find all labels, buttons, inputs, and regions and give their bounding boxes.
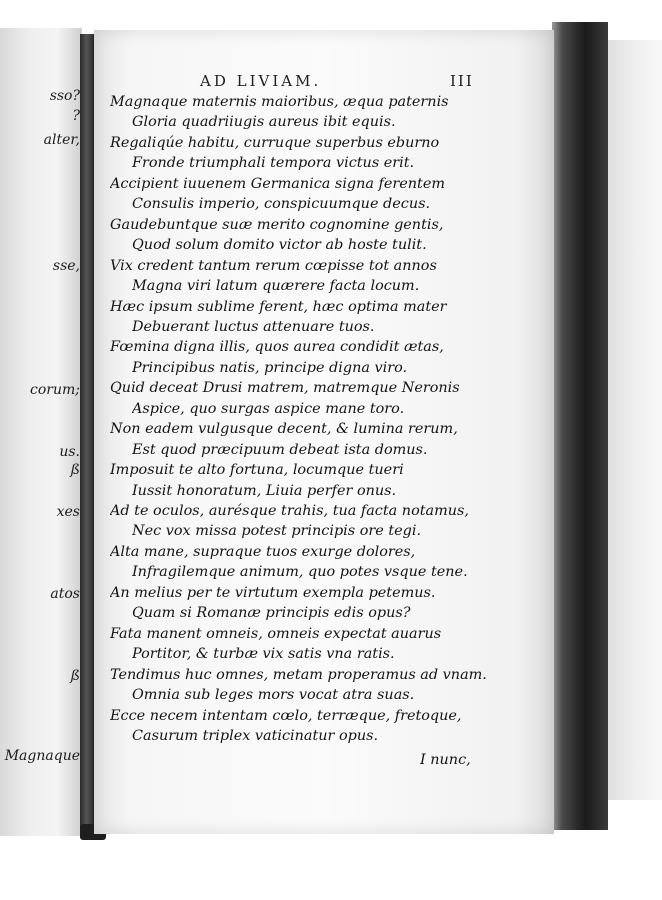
page-edge xyxy=(552,22,608,830)
verse-line: Portitor, & turbæ vix satis vna ratis. xyxy=(132,646,395,663)
verse-line: Est quod præcipuum debeat ista domus. xyxy=(132,441,428,458)
left-page-fragment: us. xyxy=(59,444,80,460)
verse-line: Alta mane, supraque tuos exurge dolores, xyxy=(110,543,416,560)
verse-line: Iussit honoratum, Liuia perfer onus. xyxy=(132,482,397,499)
running-head: AD LIVIAM. xyxy=(200,72,322,90)
verse-line: Consulis imperio, conspicuumque decus. xyxy=(132,196,431,213)
verse-line: Vix credent tantum rerum cœpisse tot annos xyxy=(110,257,437,274)
left-page-fragment: Magnaque xyxy=(4,748,80,764)
verse-line: Quam si Romanæ principis edis opus? xyxy=(132,605,411,622)
left-page-fragment: ß xyxy=(70,668,80,684)
left-page-fragment: sso? xyxy=(49,88,80,104)
verse-line: Principibus natis, principe digna viro. xyxy=(132,359,408,376)
verse-line: Accipient iuuenem Germanica signa ferentem xyxy=(110,175,446,192)
left-page-fragment: sse, xyxy=(52,258,80,274)
page-number: III xyxy=(450,72,474,90)
verse-line: Fronde triumphali tempora victus erit. xyxy=(132,155,415,172)
verse-line: Fœmina digna illis, quos aurea condidit ætas, xyxy=(110,339,444,356)
verse-line: Quid deceat Drusi matrem, matremque Neronis xyxy=(110,380,460,397)
verse-line: Debuerant luctus attenuare tuos. xyxy=(132,318,375,335)
left-page-fragment: alter, xyxy=(43,132,80,148)
left-page-fragment: ? xyxy=(72,108,80,124)
verse-line: Nec vox missa potest principis ore tegi. xyxy=(132,523,422,540)
verse-line: An melius per te virtutum exempla petemus. xyxy=(110,584,436,601)
verse-line: Magnaque maternis maioribus, æqua paternis xyxy=(110,94,449,110)
verse-line: Regaliqúe habitu, curruque superbus eburno xyxy=(110,134,440,151)
verse-line: Ecce necem intentam cœlo, terræque, fretoque, xyxy=(110,707,462,724)
left-page xyxy=(0,28,82,836)
verse-line: Imposuit te alto fortuna, locumque tueri xyxy=(110,462,404,479)
left-page-fragment: ß xyxy=(70,462,80,478)
verse-line: Gloria quadriiugis aureus ibit equis. xyxy=(132,114,396,131)
verse-line: Omnia sub leges mors vocat atra suas. xyxy=(132,687,415,704)
verse-line: Aspice, quo surgas aspice mane toro. xyxy=(132,400,405,417)
verse-line: Infragilemque animum, quo potes vsque tene. xyxy=(132,564,468,581)
left-page-fragment: xes xyxy=(56,504,80,520)
catchword: I nunc, xyxy=(420,752,471,768)
verse-line: Quod solum domito victor ab hoste tulit. xyxy=(132,237,427,254)
verse-line: Hæc ipsum sublime ferent, hæc optima mater xyxy=(110,298,447,315)
left-page-fragment: corum; xyxy=(30,382,80,398)
verse-line: Casurum triplex vaticinatur opus. xyxy=(132,727,379,744)
page-edge-shadow xyxy=(606,40,662,800)
verse-line: Ad te oculos, aurésque trahis, tua facta notamus, xyxy=(110,503,469,519)
verse-line: Gaudebuntque suæ merito cognomine gentis, xyxy=(110,216,444,233)
verse-line: Magna viri latum quærere facta locum. xyxy=(132,278,420,295)
verse-line: Non eadem vulgusque decent, & lumina rerum, xyxy=(110,421,458,438)
left-page-fragment: atos xyxy=(50,586,80,602)
verse-line: Tendimus huc omnes, metam properamus ad vnam. xyxy=(110,666,487,683)
verse-line: Fata manent omneis, omneis expectat auarus xyxy=(110,625,442,642)
